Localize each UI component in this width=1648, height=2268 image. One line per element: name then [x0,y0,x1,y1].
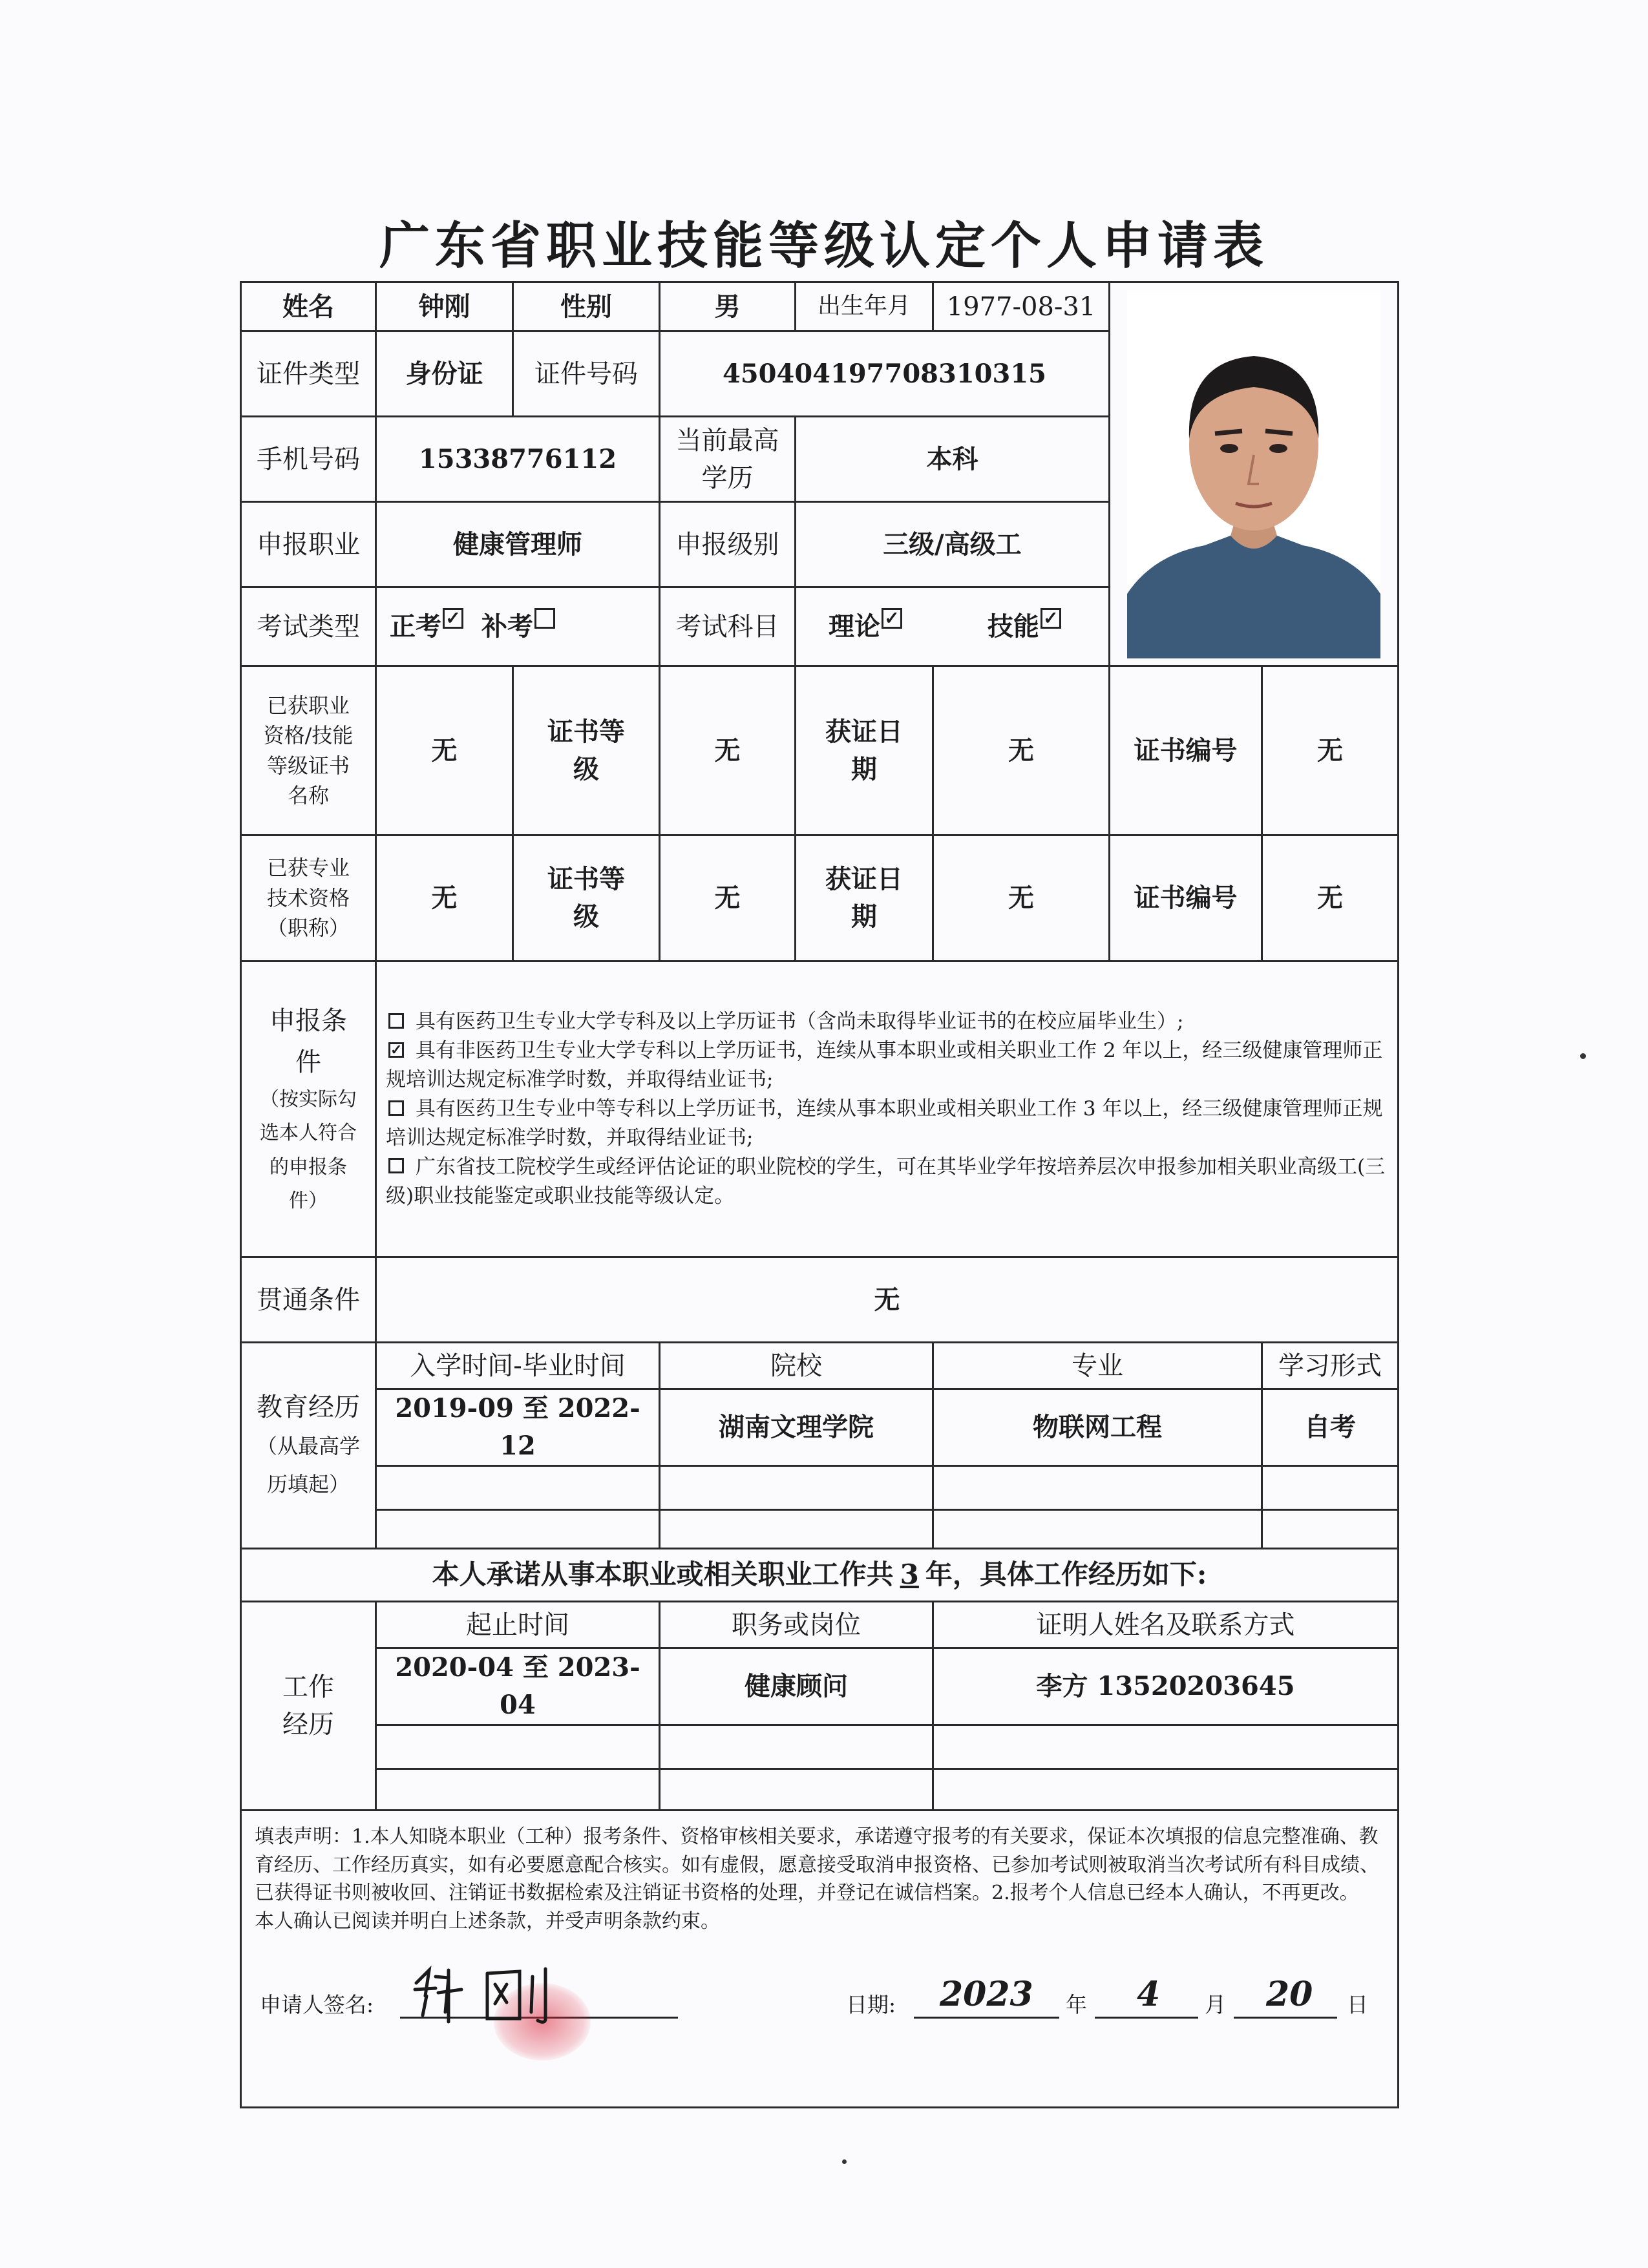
edu-header-school: 院校 [660,1343,933,1389]
exam-subject-options [796,587,1110,666]
vocational-cert-level-label: 证书等级 [513,666,660,835]
vocational-cert-level: 无 [660,666,796,835]
condition-item [386,1007,1388,1036]
work-empty-cell [376,1769,660,1811]
pledge-prefix: 本人承诺从事本职业或相关职业工作共 [432,1559,894,1591]
photo-cell [1110,282,1399,666]
month-unit: 月 [1205,1992,1226,2017]
vocational-cert-name: 无 [376,666,513,835]
edu-empty-cell [1262,1466,1399,1510]
condition-text: 广东省技工院校学生或经评估论证的职业院校的学生，可在其毕业学年按培养层次申报参加相关职业高级工(三级)职业技能鉴定或职业技能等级认定。 [386,1155,1386,1208]
edu-empty-cell [376,1510,660,1549]
portrait-graphic [1127,290,1380,658]
signature-label: 申请人签名: [260,1992,374,2017]
date-label: 日期: [846,1992,896,2017]
work-empty-cell [933,1725,1399,1769]
gender-label: 性别 [513,282,660,331]
work-period: 2020-04 至 2023-04 [376,1648,660,1725]
date-day: 20 [1266,1975,1313,2014]
work-empty-cell [376,1725,660,1769]
exam-type-label: 考试类型 [241,587,376,666]
edu-major: 物联网工程 [933,1389,1262,1466]
pledge-suffix: 年，具体工作经历如下: [925,1559,1207,1591]
phone-label: 手机号码 [241,417,376,502]
condition-text: 具有医药卫生专业中等专科以上学历证书，连续从事本职业或相关职业工作 3 年以上，经三级健康管理师正规培训达规定标准学时数，并取得结业证书; [386,1097,1383,1150]
declaration-cell [241,1811,1399,2108]
edu-period: 2019-09 至 2022-12 [376,1389,660,1466]
vocational-cert-no-label: 证书编号 [1110,666,1262,835]
condition-item [386,1095,1388,1153]
vocational-cert-date-label: 获证日期 [796,666,933,835]
condition-text: 具有非医药卫生专业大学专科以上学历证书，连续从事本职业或相关职业工作 2 年以上，经三级健康管理师正规培训达规定标准学时数，并取得结业证书; [386,1039,1383,1092]
phone-value: 15338776112 [376,417,660,502]
work-header-period: 起止时间 [376,1602,660,1648]
vocational-cert-no: 无 [1262,666,1399,835]
technical-cert-level-label: 证书等级 [513,835,660,961]
signature-row [255,1964,1384,2035]
edu-school: 湖南文理学院 [660,1389,933,1466]
work-reference: 李方 13520203645 [933,1648,1399,1725]
conditions-label: 申报条件 [269,1005,347,1077]
education-level-label: 当前最高学历 [660,417,796,502]
edu-header-major: 专业 [933,1343,1262,1389]
edu-empty-cell [376,1466,660,1510]
subject-skill-checkbox[interactable]: ✓ [1041,608,1061,629]
work-empty-cell [933,1769,1399,1811]
exam-type-makeup-label: 补考 [481,611,533,642]
technical-cert-date: 无 [933,835,1110,961]
condition-item [386,1153,1388,1211]
education-label: 教育经历 [257,1392,360,1422]
name-label: 姓名 [241,282,376,331]
apply-level-label: 申报级别 [660,502,796,587]
condition-item [386,1036,1388,1095]
name-value: 钟刚 [376,282,513,331]
exam-type-regular-checkbox[interactable]: ✓ [443,608,463,629]
education-note: （从最高学历填起） [256,1434,360,1496]
subject-theory-checkbox[interactable]: ✓ [882,608,902,629]
edu-empty-cell [1262,1510,1399,1549]
conditions-label-cell [241,961,376,1257]
gender-value: 男 [660,282,796,331]
edu-header-mode: 学习形式 [1262,1343,1399,1389]
technical-cert-no: 无 [1262,835,1399,961]
work-empty-cell [660,1725,933,1769]
condition-checkbox-1[interactable] [388,1013,404,1029]
id-type-label: 证件类型 [241,331,376,417]
day-unit: 日 [1347,1992,1368,2017]
technical-cert-level: 无 [660,835,796,961]
dob-label: 出生年月 [796,282,933,331]
vocational-cert-date: 无 [933,666,1110,835]
conditions-list [376,961,1399,1257]
edu-empty-cell [933,1466,1262,1510]
applicant-photo [1127,290,1380,658]
edu-empty-cell [933,1510,1262,1549]
technical-cert-date-label: 获证日期 [796,835,933,961]
through-value: 无 [376,1257,1399,1343]
exam-type-regular-label: 正考 [390,611,441,642]
condition-checkbox-4[interactable] [388,1158,404,1173]
edu-header-period: 入学时间-毕业时间 [376,1343,660,1389]
work-header-reference: 证明人姓名及联系方式 [933,1602,1399,1648]
work-position: 健康顾问 [660,1648,933,1725]
exam-type-options [376,587,660,666]
conditions-note: （按实际勾选本人符合的申报条件） [260,1087,357,1212]
subject-theory-label: 理论 [829,611,880,642]
declaration-text: 填表声明：1.本人知晓本职业（工种）报考条件、资格审核相关要求，承诺遵守报考的有关要求，保证本次填报的信息完整准确、教育经历、工作经历真实，如有必要愿意配合核实。如有虚假，愿意接受取消申报资格、已参加考试则被取消当次考试所有科目成绩、已获得证书则被收回、注销证书数据检索及注销证书资格的处理，并登记在诚信档案。2.报考个人信息已经本人确认，不再更改。 [255,1825,1379,1904]
year-unit: 年 [1066,1992,1087,2017]
exam-type-makeup-checkbox[interactable] [534,608,555,629]
apply-level-value: 三级/高级工 [796,502,1110,587]
occupation-value: 健康管理师 [376,502,660,587]
scan-speck [842,2159,847,2164]
condition-checkbox-2[interactable]: ✓ [388,1042,404,1058]
page-title: 广东省职业技能等级认定个人申请表 [379,216,1269,275]
condition-checkbox-3[interactable] [388,1100,404,1116]
id-type-value: 身份证 [376,331,513,417]
scan-speck [1580,1053,1586,1059]
date-month: 4 [1137,1975,1161,2014]
dob-value: 1977-08-31 [933,282,1110,331]
education-label-cell [241,1343,376,1549]
edu-mode: 自考 [1262,1389,1399,1466]
edu-empty-cell [660,1510,933,1549]
technical-cert-no-label: 证书编号 [1110,835,1262,961]
technical-title-label: 已获专业技术资格（职称） [241,835,376,961]
signature-graphic [410,1957,617,2028]
edu-empty-cell [660,1466,933,1510]
work-empty-cell [660,1769,933,1811]
occupation-label: 申报职业 [241,502,376,587]
through-label: 贯通条件 [241,1257,376,1343]
exam-subject-label: 考试科目 [660,587,796,666]
vocational-cert-label: 已获职业资格/技能等级证书名称 [241,666,376,835]
education-level-value: 本科 [796,417,1110,502]
id-number-label: 证件号码 [513,331,660,417]
application-form [240,281,1399,2108]
date-year: 2023 [940,1975,1033,2014]
declaration-confirm: 本人确认已阅读并明白上述条款，并受声明条款约束。 [255,1909,720,1933]
subject-skill-label: 技能 [987,611,1039,642]
pledge-years: 3 [900,1559,919,1591]
technical-title-name: 无 [376,835,513,961]
work-pledge [241,1549,1399,1602]
work-header-position: 职务或岗位 [660,1602,933,1648]
condition-text: 具有医药卫生专业大学专科及以上学历证书（含尚未取得毕业证书的在校应届毕业生）; [416,1010,1184,1034]
id-number-value: 450404197708310315 [660,331,1110,417]
work-label: 工作经历 [241,1602,376,1811]
